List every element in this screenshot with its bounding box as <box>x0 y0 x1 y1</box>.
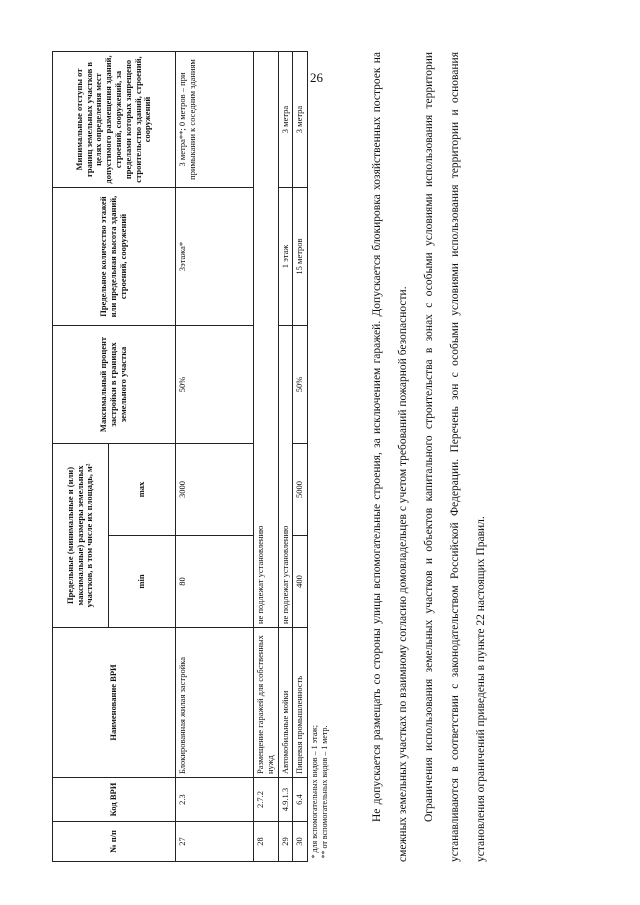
header-code: Код ВРИ <box>53 778 176 822</box>
regulations-table <box>52 51 332 862</box>
cell-setback: 3 метра <box>293 52 308 188</box>
cell-setback: 3 метра <box>278 52 293 188</box>
cell-num: 27 <box>176 822 254 862</box>
header-floors: Предельное количество этажей или предельная высота зданий, строений, сооружений <box>53 188 176 326</box>
paragraph: Ограничения использования земельных участков и объектов капитального строительства в зонах с особыми условиями использования территории устанавливаются в соответствии с законодательством Российской Федерации. Перечень зон с особыми условиями использования территории и основания установления ограничений приведены в пункте 22 настоящих Правил. <box>423 52 487 862</box>
footnote-floors: * для вспомогательных видов – 1 этаж; <box>310 725 320 859</box>
footnote-setback: ** от вспомогательных видов – 1 метр. <box>320 725 330 859</box>
header-name: Наименование ВРИ <box>53 628 176 778</box>
table-row <box>176 52 254 862</box>
cell-max: 3000 <box>176 444 254 536</box>
cell-code: 2.7.2 <box>254 778 279 822</box>
header-num: № п/п <box>53 822 176 862</box>
cell-floors: 3этажа* <box>176 188 254 326</box>
cell-max: 5000 <box>293 444 308 536</box>
header-percent: Максимальный процент застройки в границах земельного участка <box>53 326 176 444</box>
cell-name: Автомобильные мойки <box>278 628 293 778</box>
table-row <box>293 52 308 862</box>
table-row <box>254 52 279 862</box>
footnotes <box>308 52 333 862</box>
page-number: 26 <box>310 70 323 85</box>
cell-num: 29 <box>278 822 293 862</box>
cell-min: 80 <box>176 536 254 628</box>
paragraph: Не допускается размещать со стороны улицы вспомогательные строения, за исключением гаражей. Допускается блокировка хозяйственных построек на смежных земельных участках по взаимному согласию домовладельцев с учетом требований пожарной безопасности. <box>371 52 409 862</box>
cell-code: 2.3 <box>176 778 254 822</box>
table-row <box>278 52 293 862</box>
cell-code: 4.9.1.3 <box>278 778 293 822</box>
cell-num: 30 <box>293 822 308 862</box>
header-setbacks: Минимальные отступы от границ земельных участков в целях определения мест допустимого размещения зданий, строений, сооружений, за пределами которых запрещено строительство зданий, строений, сооружений <box>53 52 176 188</box>
cell-name: Пищевая промышленность <box>293 628 308 778</box>
rotated-page-content <box>52 42 612 862</box>
cell-name: Блокированная жилая застройка <box>176 628 254 778</box>
header-row <box>53 52 109 862</box>
cell-setback: 3 метра**; 0 метров – при примыкании к соседним зданиям <box>176 52 254 188</box>
cell-code: 6.4 <box>293 778 308 822</box>
cell-num: 28 <box>254 822 279 862</box>
cell-min: 400 <box>293 536 308 628</box>
cell-name: Размещение гаражей для собственных нужд <box>254 628 279 778</box>
footnotes-row <box>308 52 333 862</box>
cell-area-note: не подлежат установлению <box>278 326 293 628</box>
cell-floors: 1 этаж <box>278 188 293 326</box>
header-area-group: Предельные (минимальные и (или) максимальные) размеры земельных участков, в том числе их площадь, м² <box>53 444 109 628</box>
header-max: max <box>109 444 176 536</box>
cell-percent: 50% <box>293 326 308 444</box>
cell-percent: 50% <box>176 326 254 444</box>
body-text <box>364 52 494 862</box>
header-min: min <box>109 536 176 628</box>
cell-floors: 15 метров <box>293 188 308 326</box>
cell-area-note: не подлежат установлению <box>254 52 279 628</box>
